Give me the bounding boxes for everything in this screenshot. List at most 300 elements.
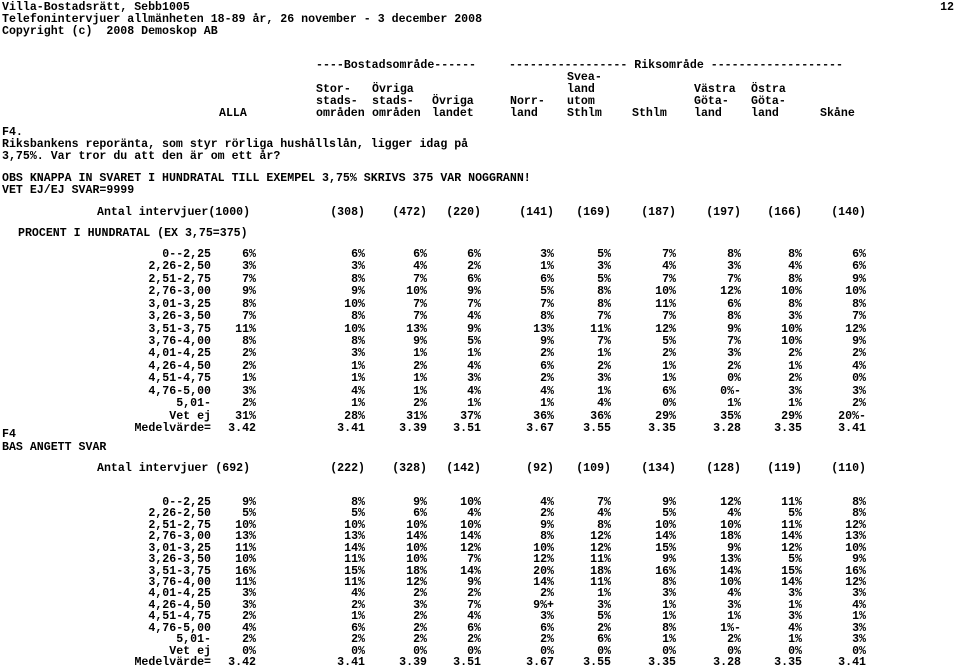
table-cell: 3.67 xyxy=(526,656,554,669)
table-cell: 4% xyxy=(351,384,365,398)
table-cell: 3% xyxy=(540,610,554,624)
table-cell: 6% xyxy=(242,248,256,261)
table-cell: 7% xyxy=(662,272,676,286)
table-cell: 3.41 xyxy=(337,656,365,669)
section-2-base-description: BAS ANGETT SVAR xyxy=(2,441,107,454)
row-label: 4,26-4,50 xyxy=(148,598,211,612)
table-cell: 2% xyxy=(597,359,611,373)
row-label: 4,01-4,25 xyxy=(148,347,211,361)
table-cell: 4% xyxy=(788,260,802,274)
table-cell: 5% xyxy=(662,507,676,521)
table-cell: 4% xyxy=(852,359,866,373)
group-header-bostadsomrade: ----Bostadsområde------ xyxy=(316,59,477,72)
table-cell: 29% xyxy=(781,409,802,423)
table-cell: 7% xyxy=(413,272,427,286)
table-cell: 5% xyxy=(597,248,611,261)
column-header-cell: land xyxy=(751,107,779,120)
table-cell: 2% xyxy=(540,633,554,647)
table-cell: 0% xyxy=(413,644,427,658)
table-cell: 3.28 xyxy=(713,656,741,669)
row-label: 2,76-3,00 xyxy=(148,530,211,544)
table-cell: 1% xyxy=(662,633,676,647)
table-cell: 9% xyxy=(852,553,866,567)
table-cell: 8% xyxy=(242,297,256,311)
table-cell: 9% xyxy=(662,496,676,509)
table-cell: 1% xyxy=(727,610,741,624)
base-count-cell: (142) xyxy=(446,462,481,475)
table-cell: 4% xyxy=(852,598,866,612)
page-number: 12 xyxy=(940,1,954,14)
table-cell: 2% xyxy=(242,610,256,624)
report-subtitle: Telefonintervjuer allmänheten 18-89 år, 26 november - 3 december 2008 xyxy=(2,13,483,26)
table-cell: 36% xyxy=(590,409,611,423)
table-cell: 10% xyxy=(533,541,554,555)
table-cell: 11% xyxy=(590,576,611,589)
table-cell: 5% xyxy=(540,285,554,299)
row-label: 0--2,25 xyxy=(162,496,211,509)
table-cell: 20%- xyxy=(838,409,866,423)
table-cell: 3.51 xyxy=(453,422,481,436)
table-cell: 0% xyxy=(242,644,256,658)
table-cell: 35% xyxy=(720,409,741,423)
table-cell: 11% xyxy=(235,576,256,589)
table-cell: 7% xyxy=(413,310,427,324)
column-header-cell: utom xyxy=(567,95,595,108)
row-label: Medelvärde= xyxy=(134,656,211,669)
table-cell: 6% xyxy=(597,633,611,647)
table-cell: 1% xyxy=(727,397,741,411)
table-cell: 3% xyxy=(242,260,256,274)
row-label: 2,51-2,75 xyxy=(148,272,211,286)
table-cell: 12% xyxy=(460,541,481,555)
table-cell: 2% xyxy=(467,587,481,601)
row-label: Vet ej xyxy=(169,644,211,658)
table-cell: 31% xyxy=(406,409,427,423)
table-cell: 3.51 xyxy=(453,656,481,669)
base-count-cell: (110) xyxy=(831,462,866,475)
table-row xyxy=(0,273,960,286)
table-cell: 1% xyxy=(413,347,427,361)
table-cell: 3% xyxy=(852,633,866,647)
table-cell: 13% xyxy=(235,530,256,544)
base-count-cell: (169) xyxy=(576,206,611,219)
table-cell: 4% xyxy=(467,610,481,624)
table-cell: 8% xyxy=(852,507,866,521)
table-row xyxy=(0,285,960,298)
table-cell: 3% xyxy=(788,384,802,398)
table-cell: 2% xyxy=(413,587,427,601)
table-cell: 14% xyxy=(460,530,481,544)
table-cell: 4% xyxy=(597,507,611,521)
table-cell: 2% xyxy=(413,621,427,635)
table-cell: 8% xyxy=(852,297,866,311)
base-count-cell: (187) xyxy=(641,206,676,219)
table-cell: 8% xyxy=(662,576,676,589)
table-row xyxy=(0,323,960,336)
table-cell: 1% xyxy=(662,372,676,386)
table-cell: 10% xyxy=(406,553,427,567)
table-cell: 9% xyxy=(413,496,427,509)
table-cell: 3% xyxy=(788,587,802,601)
table-cell: 2% xyxy=(413,359,427,373)
table-cell: 13% xyxy=(406,322,427,336)
base-count-cell: (328) xyxy=(392,462,427,475)
column-header-cell: Sthlm xyxy=(632,107,667,120)
table-cell: 14% xyxy=(460,564,481,578)
table-cell: 7% xyxy=(662,248,676,261)
table-cell: 6% xyxy=(540,621,554,635)
table-cell: 1% xyxy=(597,587,611,601)
table-cell: 12% xyxy=(590,541,611,555)
table-cell: 16% xyxy=(655,564,676,578)
table-cell: 10% xyxy=(406,541,427,555)
table-cell: 12% xyxy=(655,322,676,336)
base-count-cell: (140) xyxy=(831,206,866,219)
table-cell: 3.39 xyxy=(399,422,427,436)
table-cell: 15% xyxy=(781,564,802,578)
table-cell: 8% xyxy=(351,496,365,509)
table-cell: 1% xyxy=(788,598,802,612)
table-cell: 3% xyxy=(788,610,802,624)
table-cell: 2% xyxy=(242,633,256,647)
table-cell: 4% xyxy=(727,587,741,601)
table-cell: 1% xyxy=(242,372,256,386)
table-cell: 2% xyxy=(413,610,427,624)
row-label: 2,76-3,00 xyxy=(148,285,211,299)
table-cell: 8% xyxy=(597,285,611,299)
table-cell: 7% xyxy=(242,272,256,286)
row-label: 0--2,25 xyxy=(162,248,211,261)
table-cell: 29% xyxy=(655,409,676,423)
table-cell: 18% xyxy=(720,530,741,544)
table-cell: 12% xyxy=(406,576,427,589)
column-header-cell: land xyxy=(567,83,595,96)
base-count-cell: (166) xyxy=(767,206,802,219)
table-row xyxy=(0,298,960,311)
table-cell: 12% xyxy=(845,322,866,336)
base-row-section-1 xyxy=(0,206,960,219)
row-label: 4,51-4,75 xyxy=(148,610,211,624)
table-cell: 7% xyxy=(597,496,611,509)
table-cell: 8% xyxy=(242,335,256,348)
table-cell: 8% xyxy=(662,621,676,635)
table-cell: 0% xyxy=(662,644,676,658)
row-label: 2,26-2,50 xyxy=(148,260,211,274)
table-cell: 3.41 xyxy=(838,656,866,669)
table-cell: 9% xyxy=(662,553,676,567)
question-text-line-1: Riksbankens reporänta, som styr rörliga hushållslån, ligger idag på xyxy=(2,138,469,151)
column-header-cell: områden xyxy=(372,107,421,120)
table-cell: 3% xyxy=(788,310,802,324)
table-cell: 10% xyxy=(344,297,365,311)
table-cell: 7% xyxy=(467,297,481,311)
table-cell: 1% xyxy=(351,372,365,386)
base-count-cell: (220) xyxy=(446,206,481,219)
table-cell: 4% xyxy=(727,507,741,521)
table-cell: 3.35 xyxy=(648,422,676,436)
table-cell: 4% xyxy=(467,359,481,373)
table-cell: 12% xyxy=(845,576,866,589)
table-cell: 10% xyxy=(460,496,481,509)
table-row xyxy=(0,422,960,435)
table-cell: 1% xyxy=(351,397,365,411)
table-cell: 3% xyxy=(727,598,741,612)
table-cell: 8% xyxy=(788,248,802,261)
column-header-cell: Norr- xyxy=(510,95,545,108)
column-header-cell: land xyxy=(510,107,538,120)
table-cell: 20% xyxy=(533,564,554,578)
table-cell: 1% xyxy=(662,610,676,624)
section-2-title: F4 xyxy=(2,428,16,441)
table-cell: 11% xyxy=(781,496,802,509)
table-cell: 12% xyxy=(720,285,741,299)
table-cell: 3% xyxy=(727,347,741,361)
table-cell: 2% xyxy=(540,507,554,521)
table-cell: 4% xyxy=(540,384,554,398)
table-cell: 13% xyxy=(533,322,554,336)
table-cell: 10% xyxy=(781,285,802,299)
table-cell: 9% xyxy=(242,496,256,509)
table-cell: 1% xyxy=(351,359,365,373)
column-header-cell: Övriga xyxy=(432,95,474,108)
table-cell: 2% xyxy=(467,633,481,647)
table-cell: 1% xyxy=(467,397,481,411)
table-cell: 1% xyxy=(662,359,676,373)
table-cell: 9% xyxy=(727,541,741,555)
table-cell: 10% xyxy=(845,541,866,555)
table-cell: 3.42 xyxy=(228,656,256,669)
table-cell: 0% xyxy=(727,372,741,386)
table-cell: 3% xyxy=(852,587,866,601)
table-cell: 3% xyxy=(852,621,866,635)
column-header-line-4 xyxy=(0,107,960,120)
table-cell: 1% xyxy=(597,347,611,361)
table-cell: 9% xyxy=(242,285,256,299)
table-cell: 2% xyxy=(413,397,427,411)
table-cell: 6% xyxy=(351,621,365,635)
table-row xyxy=(0,360,960,373)
table-cell: 2% xyxy=(852,347,866,361)
copyright-line: Copyright (c) 2008 Demoskop AB xyxy=(2,25,218,38)
table-cell: 3% xyxy=(852,384,866,398)
table-cell: 2% xyxy=(788,372,802,386)
table-cell: 9% xyxy=(467,322,481,336)
table-cell: 9% xyxy=(467,576,481,589)
table-cell: 8% xyxy=(788,272,802,286)
table-row xyxy=(0,248,960,261)
table-cell: 6% xyxy=(467,621,481,635)
table-cell: 12% xyxy=(720,496,741,509)
table-cell: 3% xyxy=(242,587,256,601)
table-cell: 11% xyxy=(655,297,676,311)
table-cell: 1% xyxy=(413,384,427,398)
question-instruction: OBS KNAPPA IN SVARET I HUNDRATAL TILL EXEMPEL 3,75% SKRIVS 375 VAR NOGGRANN! xyxy=(2,172,531,185)
table-cell: 31% xyxy=(235,409,256,423)
column-header-cell: Göta- xyxy=(694,95,729,108)
table-cell: 3% xyxy=(467,372,481,386)
table-cell: 3% xyxy=(597,372,611,386)
column-header-cell: Sthlm xyxy=(567,107,602,120)
column-header-cell: områden xyxy=(316,107,365,120)
table-cell: 1% xyxy=(852,610,866,624)
table-cell: 3% xyxy=(540,248,554,261)
table-cell: 5% xyxy=(788,507,802,521)
table-cell: 5% xyxy=(662,335,676,348)
table-cell: 11% xyxy=(781,518,802,532)
row-label: 3,26-3,50 xyxy=(148,310,211,324)
table-cell: 5% xyxy=(597,610,611,624)
column-header-cell: Skåne xyxy=(820,107,855,120)
table-cell: 7% xyxy=(597,310,611,324)
table-cell: 2% xyxy=(662,347,676,361)
table-cell: 1% xyxy=(597,384,611,398)
table-cell: 2% xyxy=(788,347,802,361)
table-cell: 7% xyxy=(727,272,741,286)
table-cell: 5% xyxy=(467,335,481,348)
base-count-cell: (92) xyxy=(526,462,554,475)
table-cell: 14% xyxy=(781,576,802,589)
table-cell: 8% xyxy=(852,496,866,509)
base-count-cell: (134) xyxy=(641,462,676,475)
table-cell: 6% xyxy=(540,272,554,286)
column-header-cell: Stor- xyxy=(316,83,351,96)
table-cell: 2% xyxy=(727,633,741,647)
table-cell: 4% xyxy=(597,397,611,411)
table-cell: 3.39 xyxy=(399,656,427,669)
table-cell: 6% xyxy=(540,359,554,373)
table-row xyxy=(0,335,960,348)
table-cell: 8% xyxy=(597,518,611,532)
table-cell: 3% xyxy=(242,598,256,612)
table-cell: 12% xyxy=(845,518,866,532)
base-count-cell: (141) xyxy=(519,206,554,219)
table-cell: 11% xyxy=(235,541,256,555)
row-label: 3,76-4,00 xyxy=(148,576,211,589)
table-cell: 4% xyxy=(467,384,481,398)
table-cell: 9% xyxy=(540,518,554,532)
row-label: 3,76-4,00 xyxy=(148,335,211,348)
table-cell: 3% xyxy=(727,260,741,274)
row-label: Vet ej xyxy=(169,409,211,423)
column-header-cell: stads- xyxy=(372,95,414,108)
table-cell: 36% xyxy=(533,409,554,423)
table-cell: 1% xyxy=(413,372,427,386)
question-id: F4. xyxy=(2,126,23,139)
table-cell: 8% xyxy=(540,310,554,324)
table-cell: 4% xyxy=(467,310,481,324)
table-cell: 9% xyxy=(413,335,427,348)
row-label: 3,51-3,75 xyxy=(148,564,211,578)
table-cell: 10% xyxy=(655,518,676,532)
table-cell: 1%- xyxy=(720,621,741,635)
table-cell: 2% xyxy=(852,397,866,411)
row-label: 5,01- xyxy=(176,633,211,647)
table-cell: 1% xyxy=(788,359,802,373)
table-cell: 12% xyxy=(781,541,802,555)
table-cell: 7% xyxy=(852,310,866,324)
table-cell: 1% xyxy=(467,347,481,361)
table-cell: 10% xyxy=(235,553,256,567)
table-cell: 3% xyxy=(413,598,427,612)
table-cell: 4% xyxy=(467,507,481,521)
row-label: 3,01-3,25 xyxy=(148,541,211,555)
table-row xyxy=(0,260,960,273)
row-label: 2,51-2,75 xyxy=(148,518,211,532)
table-cell: 10% xyxy=(406,285,427,299)
table-cell: 5% xyxy=(242,507,256,521)
table-cell: 8% xyxy=(351,272,365,286)
table-cell: 9% xyxy=(351,285,365,299)
table-cell: 10% xyxy=(781,335,802,348)
table-cell: 9% xyxy=(540,335,554,348)
base-count-cell: (119) xyxy=(767,462,802,475)
row-label: 4,51-4,75 xyxy=(148,372,211,386)
table-cell: 6% xyxy=(413,507,427,521)
table-cell: 15% xyxy=(655,541,676,555)
table-cell: 1% xyxy=(662,598,676,612)
table-cell: 6% xyxy=(852,260,866,274)
table-cell: 15% xyxy=(344,564,365,578)
section-1-subtitle: PROCENT I HUNDRATAL (EX 3,75=375) xyxy=(18,227,248,240)
table-cell: 16% xyxy=(845,564,866,578)
row-label: Medelvärde= xyxy=(134,422,211,436)
table-cell: 3.35 xyxy=(648,656,676,669)
table-cell: 5% xyxy=(597,272,611,286)
table-cell: 3% xyxy=(351,260,365,274)
table-cell: 0%- xyxy=(720,384,741,398)
table-cell: 4% xyxy=(242,621,256,635)
question-text-line-2: 3,75%. Var tror du att den är om ett år? xyxy=(2,150,281,163)
table-cell: 3.67 xyxy=(526,422,554,436)
table-cell: 12% xyxy=(590,530,611,544)
table-cell: 7% xyxy=(597,335,611,348)
base-row-section-2 xyxy=(0,462,960,475)
table-cell: 9% xyxy=(852,272,866,286)
table-cell: 10% xyxy=(845,285,866,299)
table-cell: 16% xyxy=(235,564,256,578)
table-cell: 7% xyxy=(242,310,256,324)
report-title: Villa-Bostadsrätt, Sebb1005 xyxy=(2,1,190,14)
column-header-cell: Övriga xyxy=(372,83,414,96)
table-cell: 9% xyxy=(727,322,741,336)
table-cell: 10% xyxy=(344,518,365,532)
base-count-cell: (222) xyxy=(330,462,365,475)
table-cell: 4% xyxy=(413,260,427,274)
table-cell: 10% xyxy=(460,518,481,532)
table-cell: 14% xyxy=(655,530,676,544)
table-cell: 0% xyxy=(597,644,611,658)
base-count-cell: (128) xyxy=(706,462,741,475)
table-cell: 3.41 xyxy=(337,422,365,436)
table-cell: 14% xyxy=(344,541,365,555)
row-label: 5,01- xyxy=(176,397,211,411)
table-cell: 6% xyxy=(351,248,365,261)
table-cell: 8% xyxy=(727,310,741,324)
table-cell: 18% xyxy=(590,564,611,578)
table-cell: 18% xyxy=(406,564,427,578)
table-cell: 0% xyxy=(852,372,866,386)
table-cell: 0% xyxy=(540,644,554,658)
table-cell: 14% xyxy=(533,576,554,589)
table-row xyxy=(0,385,960,398)
row-label: 4,26-4,50 xyxy=(148,359,211,373)
table-cell: 2% xyxy=(597,621,611,635)
table-cell: 4% xyxy=(540,496,554,509)
table-cell: 2% xyxy=(540,347,554,361)
table-cell: 2% xyxy=(727,359,741,373)
table-cell: 0% xyxy=(351,644,365,658)
table-cell: 7% xyxy=(662,310,676,324)
